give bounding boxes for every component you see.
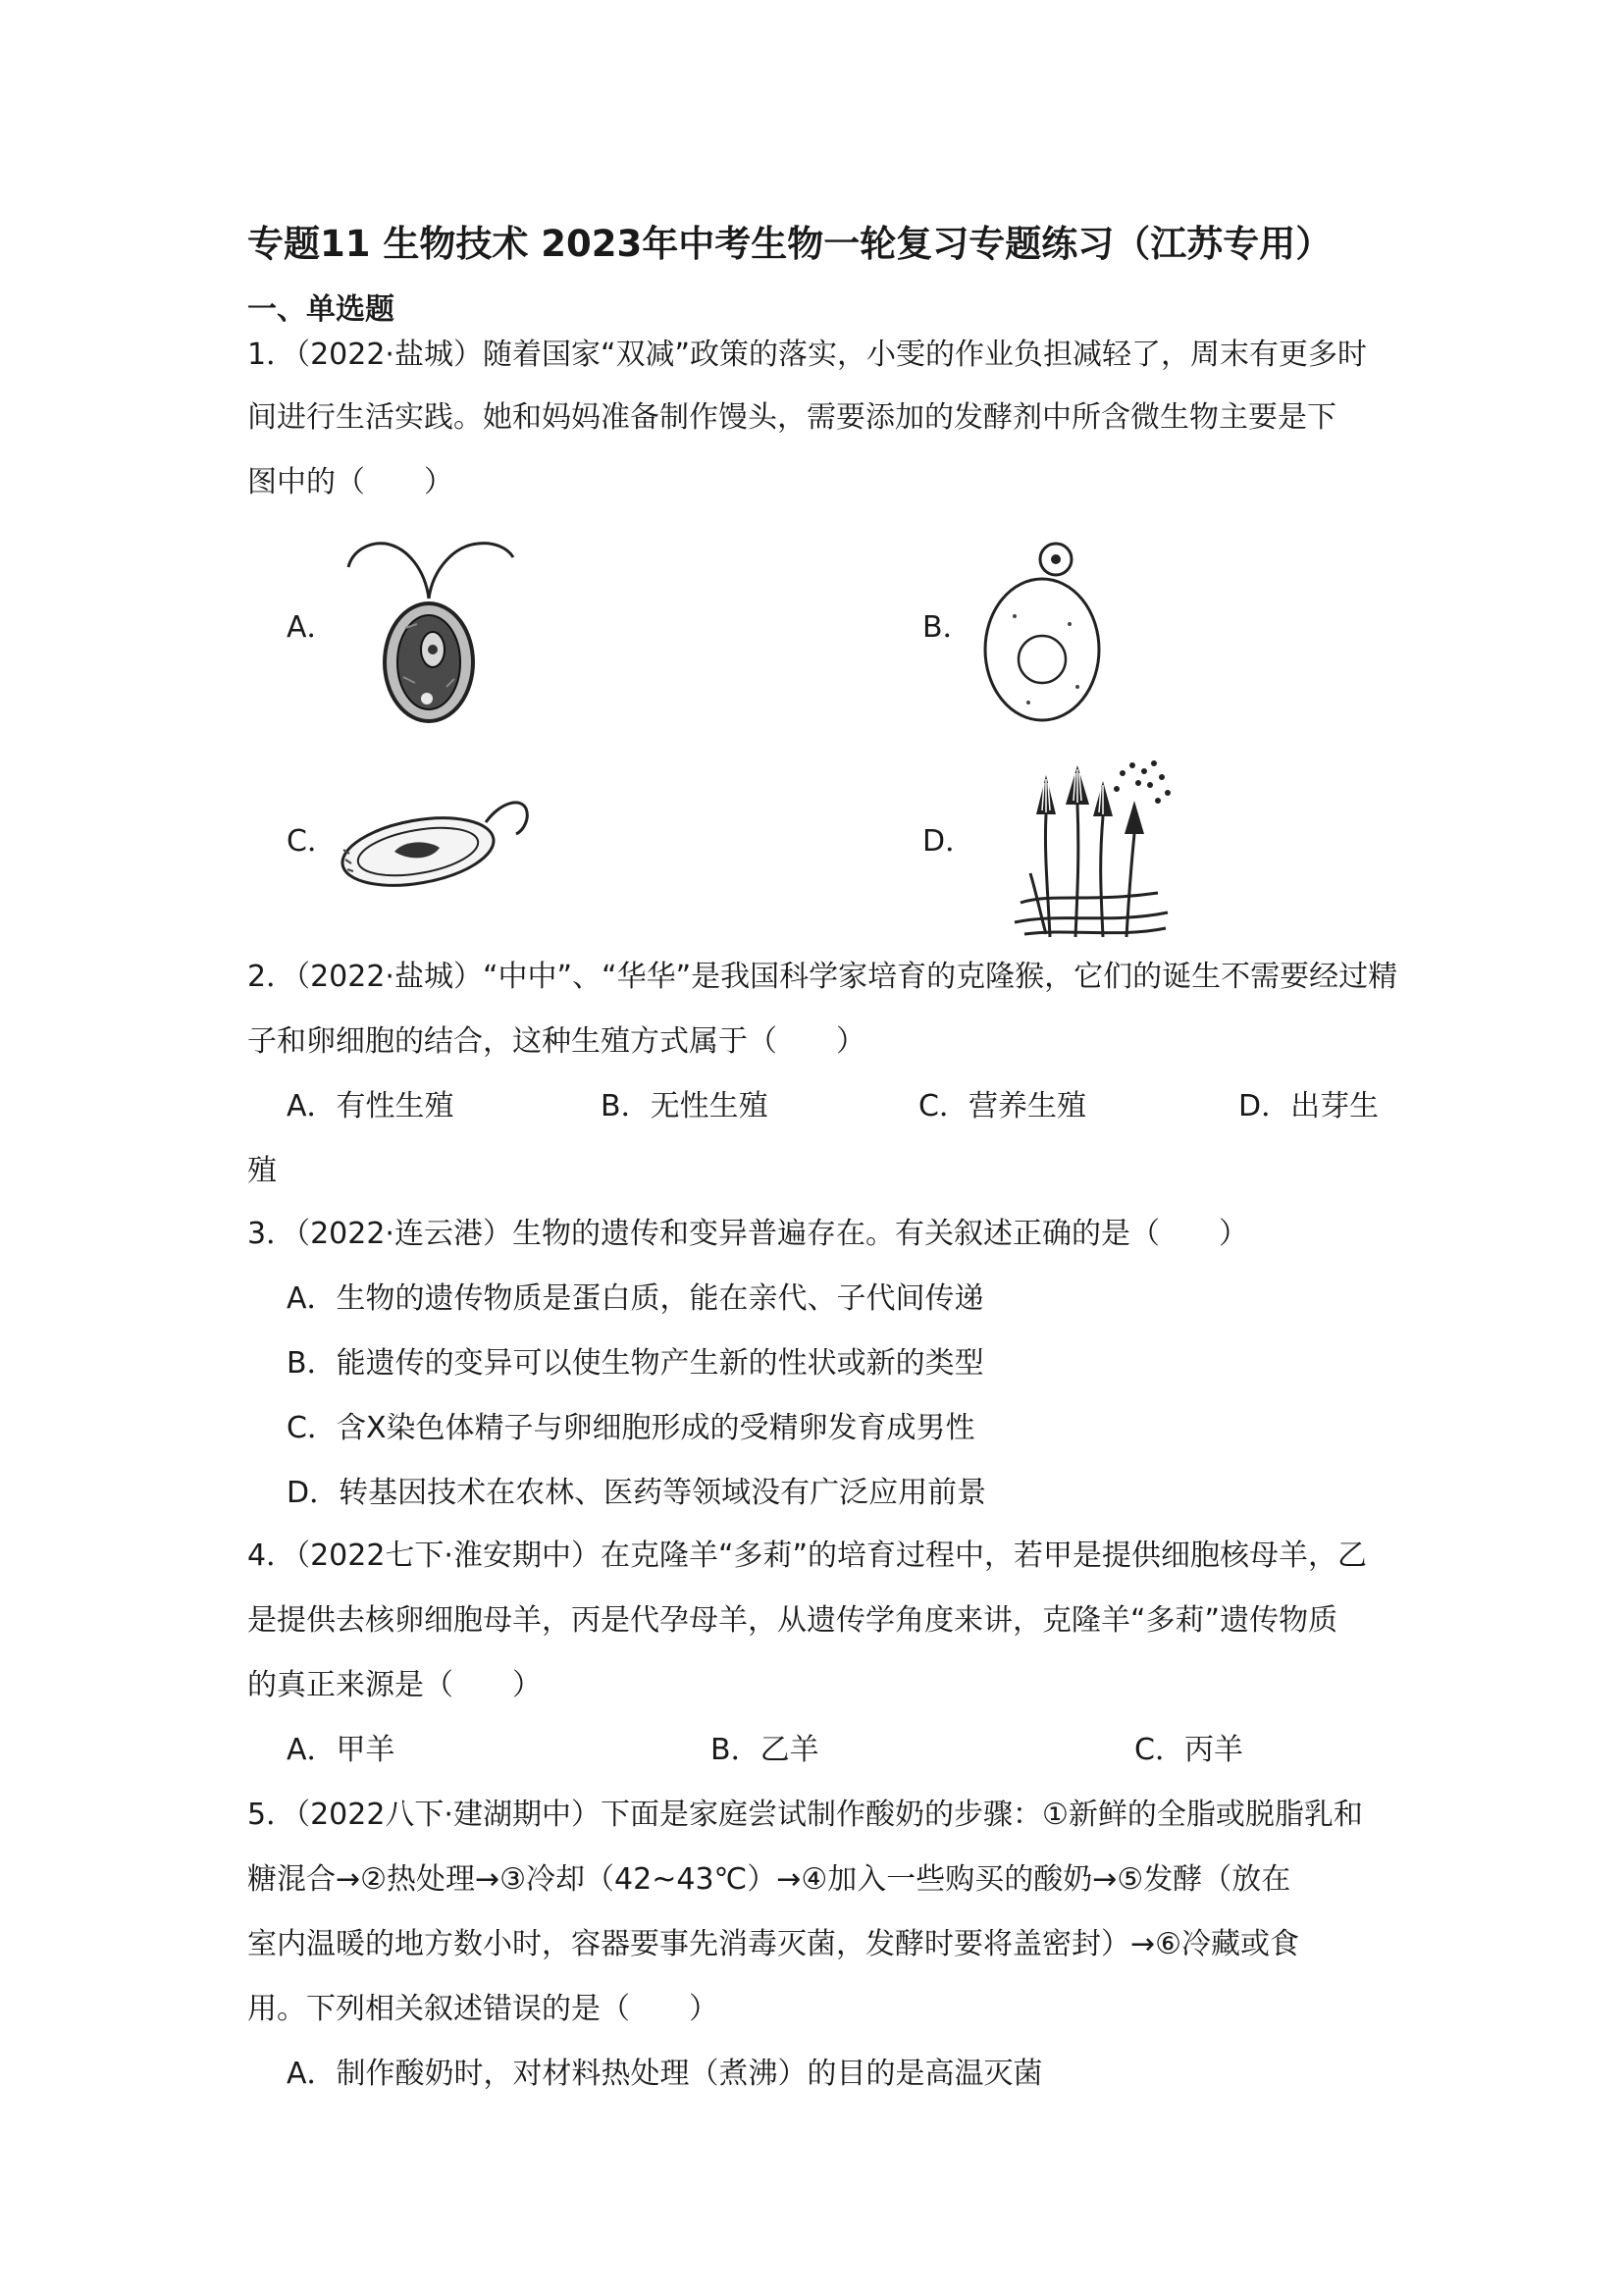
q1-option-d-label: D． [922,824,975,859]
q4-line-1: 4．（2022七下·淮安期中）在克隆羊“多莉”的培育过程中，若甲是提供细胞核母羊，乙 [247,1539,1368,1573]
section-heading: 一、单选题 [247,292,394,327]
q2-option-d-wrap: 殖 [247,1154,277,1188]
q3-option-c: C．含X染色体精子与卵细胞形成的受精卵发育成男性 [287,1411,975,1445]
q1-line-3: 图中的（ ） [247,465,453,499]
q4-option-b: B．乙羊 [710,1733,819,1767]
q4-option-c: C．丙羊 [1134,1733,1243,1767]
q3-line-1: 3．（2022·连云港）生物的遗传和变异普遍存在。有关叙述正确的是（ ） [247,1217,1248,1251]
q2-option-d: D．出芽生 [1238,1089,1380,1123]
q1-line-1: 1．（2022·盐城）随着国家“双减”政策的落实，小雯的作业负担减轻了，周末有更多时 [247,338,1368,372]
q5-line-4: 用。下列相关叙述错误的是（ ） [247,1992,718,2026]
q3-option-a: A．生物的遗传物质是蛋白质，能在亲代、子代间传递 [287,1281,984,1316]
q5-line-1: 5．（2022八下·建湖期中）下面是家庭尝试制作酸奶的步骤：①新鲜的全脂或脱脂乳和 [247,1798,1363,1832]
q3-option-b: B．能遗传的变异可以使生物产生新的性状或新的类型 [287,1346,984,1381]
page-title: 专题11 生物技术 2023年中考生物一轮复习专题练习（江苏专用） [247,223,1333,265]
q1-line-2: 间进行生活实践。她和妈妈准备制作馒头，需要添加的发酵剂中所含微生物主要是下 [247,400,1336,435]
q4-option-a: A．甲羊 [287,1733,395,1767]
q3-option-d: D．转基因技术在农林、医药等领域没有广泛应用前景 [287,1476,987,1510]
q2-option-c: C．营养生殖 [918,1089,1086,1123]
q1-option-a-label: A． [287,610,337,645]
q2-option-b: B．无性生殖 [601,1089,768,1123]
figure-c-bacterium [334,795,535,893]
figure-a-flagellate [339,530,520,726]
q2-option-a: A．有性生殖 [287,1089,454,1123]
figure-d-mold [1001,756,1178,942]
q5-line-2: 糖混合→②热处理→③冷却（42~43℃）→④加入一些购买的酸奶→⑤发酵（放在 [247,1862,1291,1897]
q1-option-c-label: C． [287,824,337,859]
q4-line-2: 是提供去核卵细胞母羊，丙是代孕母羊，从遗传学角度来讲，克隆羊“多莉”遗传物质 [247,1603,1338,1638]
q1-option-b-label: B． [922,610,972,645]
q2-line-1: 2．（2022·盐城）“中中”、“华华”是我国科学家培育的克隆猴，它们的诞生不需要经过精 [247,960,1398,994]
q4-line-3: 的真正来源是（ ） [247,1668,542,1702]
figure-b-yeast [971,530,1119,726]
q5-option-a: A．制作酸奶时，对材料热处理（煮沸）的目的是高温灭菌 [287,2057,1043,2091]
q2-line-2: 子和卵细胞的结合，这种生殖方式属于（ ） [247,1024,865,1059]
q5-line-3: 室内温暖的地方数小时，容器要事先消毒灭菌，发酵时要将盖密封）→⑥冷藏或食 [247,1927,1300,1961]
